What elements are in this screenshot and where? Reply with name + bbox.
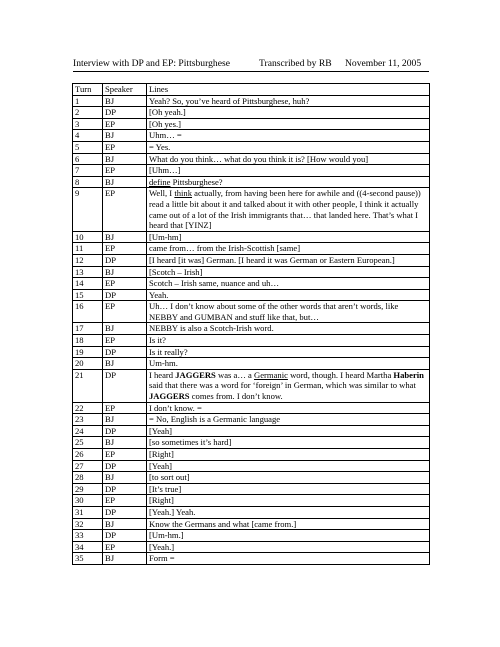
table-row	[73, 449, 430, 461]
utterance-text	[147, 425, 430, 437]
turn-number: 28	[73, 472, 103, 484]
utterance-segment: Is it really?	[149, 346, 188, 357]
speaker-code: DP	[103, 369, 147, 402]
turn-number: 18	[73, 335, 103, 347]
turn-number: 13	[73, 266, 103, 278]
utterance-text	[147, 414, 430, 426]
turn-number: 9	[73, 188, 103, 231]
transcription-date: November 11, 2005	[345, 58, 422, 69]
turn-number: 19	[73, 346, 103, 358]
utterance-segment: Uh… I don’t know about some of the other words that aren’t words, like NEBBY and GUMBAN and stuff like that, but…	[149, 301, 399, 322]
speaker-code: BJ	[103, 130, 147, 142]
utterance-segment: Is it?	[149, 335, 166, 346]
turn-number: 5	[73, 141, 103, 153]
utterance-text	[147, 530, 430, 542]
utterance-text	[147, 460, 430, 472]
utterance-text	[147, 369, 430, 402]
utterance-text	[147, 472, 430, 484]
utterance-segment: = Yes.	[149, 141, 171, 152]
utterance-text	[147, 141, 430, 153]
table-row	[73, 95, 430, 107]
utterance-segment: [Um-hm]	[149, 231, 182, 242]
utterance-segment: JAGGERS	[175, 369, 216, 380]
column-header-speaker: Speaker	[103, 84, 147, 96]
page-header	[73, 58, 429, 72]
table-row	[73, 266, 430, 278]
speaker-code: DP	[103, 107, 147, 119]
table-row	[73, 530, 430, 542]
utterance-text	[147, 289, 430, 301]
table-row	[73, 335, 430, 347]
table-row	[73, 506, 430, 518]
table-row	[73, 437, 430, 449]
turn-number: 3	[73, 118, 103, 130]
speaker-code: DP	[103, 460, 147, 472]
speaker-code: BJ	[103, 414, 147, 426]
column-header-lines: Lines	[147, 84, 430, 96]
utterance-segment: What do you think… what do you think it is? [How would you]	[149, 153, 369, 164]
table-row	[73, 141, 430, 153]
utterance-text	[147, 130, 430, 142]
utterance-text	[147, 402, 430, 414]
utterance-text	[147, 518, 430, 530]
utterance-segment: Know the Germans and what [came from.]	[149, 518, 297, 529]
utterance-text	[147, 437, 430, 449]
table-row	[73, 118, 430, 130]
utterance-text	[147, 153, 430, 165]
table-row	[73, 483, 430, 495]
speaker-code: EP	[103, 165, 147, 177]
speaker-code: DP	[103, 483, 147, 495]
turn-number: 12	[73, 254, 103, 266]
utterance-text	[147, 335, 430, 347]
turn-number: 4	[73, 130, 103, 142]
speaker-code: EP	[103, 495, 147, 507]
utterance-segment: [Yeah.] Yeah.	[149, 506, 196, 517]
utterance-text	[147, 323, 430, 335]
speaker-code: EP	[103, 402, 147, 414]
speaker-code: DP	[103, 425, 147, 437]
transcript-table	[72, 83, 430, 565]
turn-number: 16	[73, 301, 103, 323]
speaker-code: DP	[103, 530, 147, 542]
document-title: Interview with DP and EP: Pittsburghese	[73, 58, 230, 69]
utterance-text	[147, 278, 430, 290]
utterance-segment: I don’t know. =	[149, 402, 202, 413]
turn-number: 30	[73, 495, 103, 507]
utterance-text	[147, 553, 430, 565]
table-row	[73, 472, 430, 484]
speaker-code: BJ	[103, 176, 147, 188]
speaker-code: DP	[103, 346, 147, 358]
speaker-code: EP	[103, 188, 147, 231]
utterance-segment: Haberin	[393, 369, 424, 380]
utterance-segment: [It’s true]	[149, 483, 182, 494]
table-row	[73, 541, 430, 553]
utterance-text	[147, 346, 430, 358]
table-row	[73, 243, 430, 255]
table-row	[73, 323, 430, 335]
speaker-code: DP	[103, 254, 147, 266]
speaker-code: BJ	[103, 266, 147, 278]
table-row	[73, 231, 430, 243]
utterance-text	[147, 254, 430, 266]
utterance-segment: = No, English is a Germanic language	[149, 414, 281, 425]
speaker-code: EP	[103, 118, 147, 130]
speaker-code: EP	[103, 243, 147, 255]
utterance-segment: [Yeah]	[149, 460, 172, 471]
turn-number: 2	[73, 107, 103, 119]
table-row	[73, 130, 430, 142]
utterance-segment: Um-hm.	[149, 358, 178, 369]
speaker-code: BJ	[103, 437, 147, 449]
utterance-text	[147, 301, 430, 323]
table-row	[73, 553, 430, 565]
utterance-segment: [Yeah.]	[149, 541, 175, 552]
table-row	[73, 495, 430, 507]
speaker-code: BJ	[103, 95, 147, 107]
utterance-text	[147, 266, 430, 278]
table-row	[73, 518, 430, 530]
utterance-segment: said that there was a word for ‘foreign’ in German, which was similar to what	[149, 380, 416, 391]
transcriber-credit: Transcribed by RB	[259, 58, 332, 69]
table-row	[73, 346, 430, 358]
turn-number: 22	[73, 402, 103, 414]
utterance-segment: Form =	[149, 553, 175, 564]
turn-number: 15	[73, 289, 103, 301]
turn-number: 29	[73, 483, 103, 495]
speaker-code: BJ	[103, 518, 147, 530]
turn-number: 14	[73, 278, 103, 290]
utterance-segment: JAGGERS	[149, 391, 190, 402]
utterance-segment: define	[149, 176, 171, 187]
utterance-text	[147, 358, 430, 370]
table-row	[73, 188, 430, 231]
turn-number: 24	[73, 425, 103, 437]
speaker-code: BJ	[103, 153, 147, 165]
table-row	[73, 254, 430, 266]
utterance-segment: [Scotch – Irish]	[149, 266, 203, 277]
utterance-segment: [Uhm…]	[149, 165, 181, 176]
utterance-segment: comes from. I don’t know.	[189, 391, 283, 402]
table-header-row	[73, 84, 430, 96]
turn-number: 26	[73, 449, 103, 461]
speaker-code: EP	[103, 335, 147, 347]
turn-number: 35	[73, 553, 103, 565]
utterance-segment: Yeah? So, you’ve heard of Pittsburghese, huh?	[149, 95, 310, 106]
utterance-text	[147, 541, 430, 553]
table-row	[73, 369, 430, 402]
utterance-segment: [Oh yeah.]	[149, 107, 186, 118]
speaker-code: BJ	[103, 472, 147, 484]
turn-number: 25	[73, 437, 103, 449]
turn-number: 1	[73, 95, 103, 107]
utterance-text	[147, 165, 430, 177]
utterance-segment: [so sometimes it’s hard]	[149, 437, 232, 448]
speaker-code: BJ	[103, 553, 147, 565]
speaker-code: EP	[103, 541, 147, 553]
utterance-segment: [I heard [it was] German. [I heard it was German or Eastern European.]	[149, 254, 395, 265]
table-row	[73, 301, 430, 323]
transcript-rows	[73, 95, 430, 564]
utterance-text	[147, 243, 430, 255]
utterance-segment: actually, from having been here for awhile and ((4-second pause)) read a little bit about it and talked about it with other people, I think it actually came out of a lot of the Irish immigrants that… that landed here. That’s what I heard that [YINZ]	[149, 188, 421, 231]
table-row	[73, 358, 430, 370]
utterance-text	[147, 449, 430, 461]
turn-number: 23	[73, 414, 103, 426]
speaker-code: EP	[103, 301, 147, 323]
utterance-segment: was a… a	[215, 369, 255, 380]
speaker-code: EP	[103, 449, 147, 461]
utterance-segment: [Right]	[149, 495, 174, 506]
turn-number: 33	[73, 530, 103, 542]
utterance-segment: [Yeah]	[149, 425, 172, 436]
utterance-segment: NEBBY is also a Scotch-Irish word.	[149, 323, 274, 334]
speaker-code: DP	[103, 506, 147, 518]
table-row	[73, 176, 430, 188]
utterance-segment: word, though. I heard Martha	[287, 369, 394, 380]
column-header-turn: Turn	[73, 84, 103, 96]
utterance-segment: Scotch – Irish same, nuance and uh…	[149, 278, 280, 289]
utterance-text	[147, 118, 430, 130]
turn-number: 10	[73, 231, 103, 243]
utterance-segment: Germanic	[254, 369, 288, 380]
utterance-text	[147, 95, 430, 107]
table-row	[73, 289, 430, 301]
table-row	[73, 153, 430, 165]
speaker-code: BJ	[103, 323, 147, 335]
turn-number: 17	[73, 323, 103, 335]
utterance-text	[147, 176, 430, 188]
turn-number: 21	[73, 369, 103, 402]
table-row	[73, 425, 430, 437]
table-row	[73, 165, 430, 177]
speaker-code: BJ	[103, 231, 147, 243]
turn-number: 34	[73, 541, 103, 553]
table-row	[73, 402, 430, 414]
utterance-text	[147, 483, 430, 495]
utterance-segment: came from… from the Irish-Scottish [same]	[149, 243, 301, 254]
turn-number: 8	[73, 176, 103, 188]
utterance-segment: [to sort out]	[149, 472, 190, 483]
utterance-segment: Uhm… =	[149, 130, 182, 141]
table-row	[73, 460, 430, 472]
speaker-code: BJ	[103, 358, 147, 370]
turn-number: 27	[73, 460, 103, 472]
turn-number: 31	[73, 506, 103, 518]
turn-number: 32	[73, 518, 103, 530]
utterance-text	[147, 506, 430, 518]
table-row	[73, 278, 430, 290]
utterance-segment: [Oh yes.]	[149, 118, 181, 129]
table-row	[73, 107, 430, 119]
table-row	[73, 414, 430, 426]
utterance-segment: think	[174, 188, 192, 199]
turn-number: 7	[73, 165, 103, 177]
speaker-code: DP	[103, 289, 147, 301]
utterance-segment: Well, I	[149, 188, 175, 199]
utterance-text	[147, 231, 430, 243]
speaker-code: EP	[103, 141, 147, 153]
turn-number: 11	[73, 243, 103, 255]
utterance-segment: I heard	[149, 369, 176, 380]
utterance-segment: [Um-hm.]	[149, 530, 184, 541]
utterance-text	[147, 107, 430, 119]
utterance-text	[147, 495, 430, 507]
turn-number: 20	[73, 358, 103, 370]
turn-number: 6	[73, 153, 103, 165]
utterance-segment: [Right]	[149, 449, 174, 459]
speaker-code: EP	[103, 278, 147, 290]
utterance-segment: Yeah.	[149, 289, 169, 300]
utterance-segment: Pittsburghese?	[170, 176, 223, 187]
utterance-text	[147, 188, 430, 231]
